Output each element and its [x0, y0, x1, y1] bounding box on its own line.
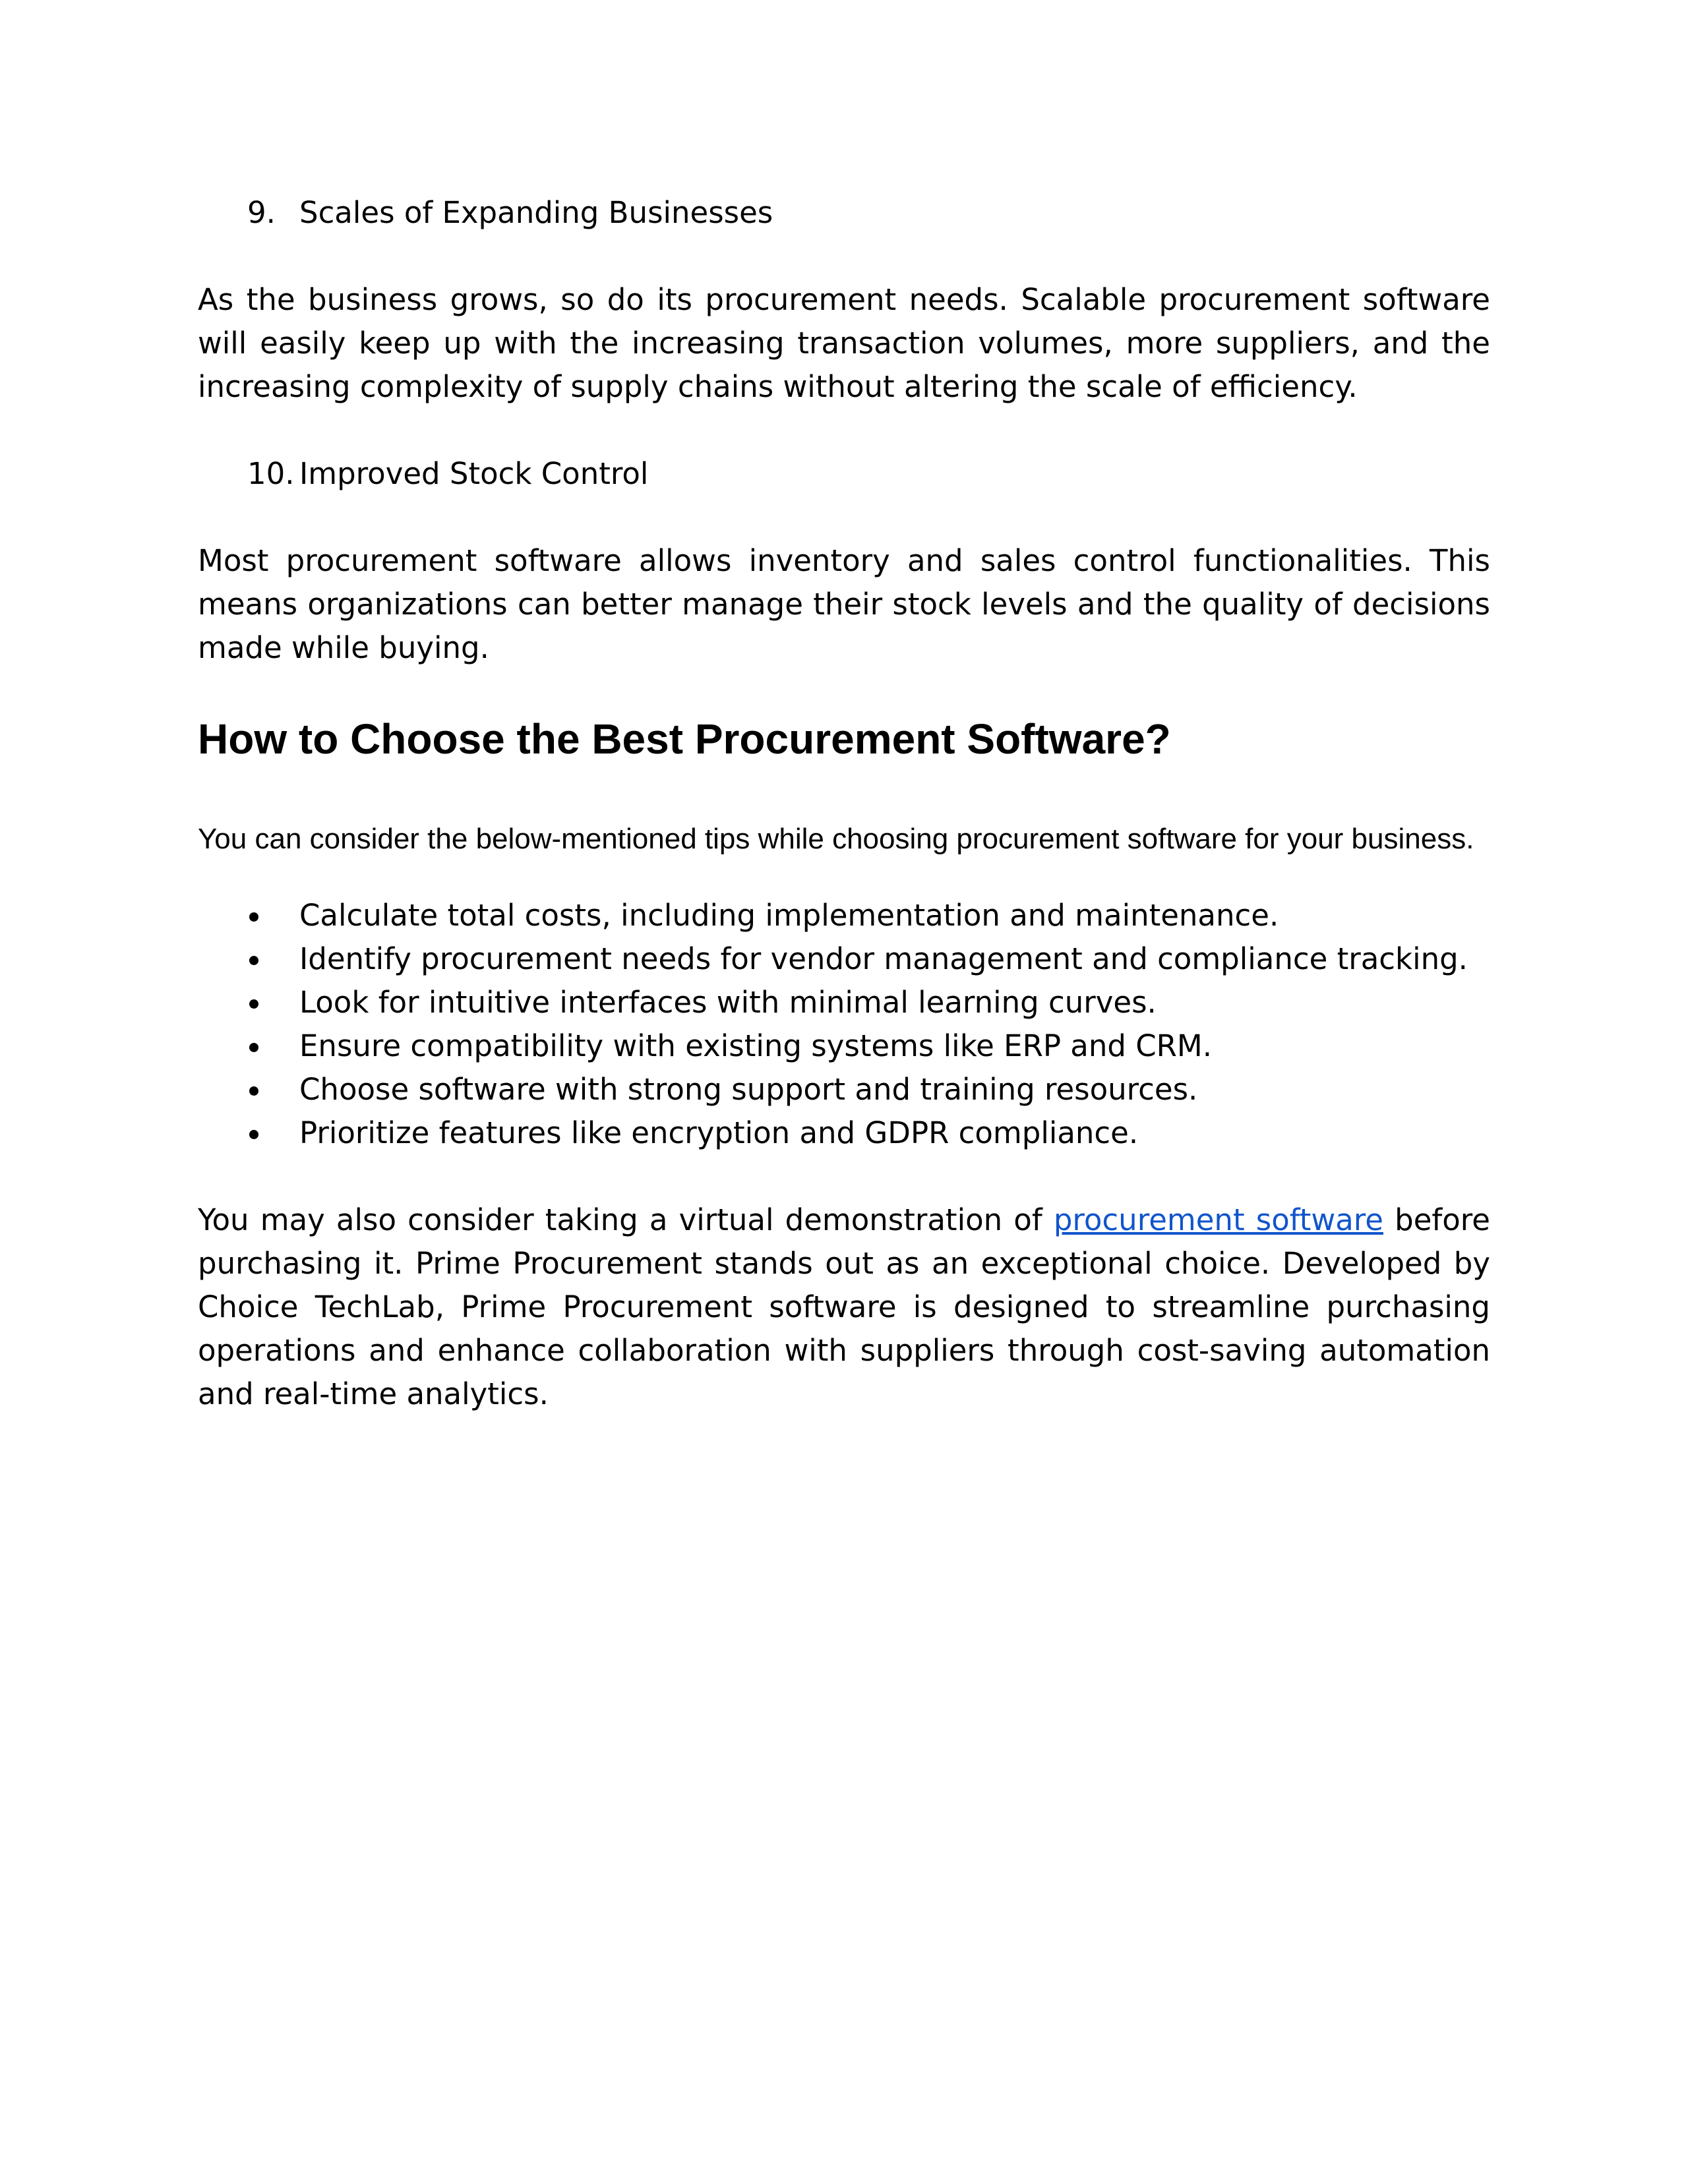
list-item-text: Prioritize features like encryption and GDPR compliance.	[299, 1115, 1139, 1150]
section-heading: How to Choose the Best Procurement Software?	[198, 715, 1171, 763]
list-item-text: Ensure compatibility with existing systems like ERP and CRM.	[299, 1028, 1213, 1063]
section-title: Improved Stock Control	[299, 456, 649, 491]
list-item-text: Calculate total costs, including implementation and maintenance.	[299, 898, 1279, 933]
list-item	[198, 981, 1490, 1024]
closing-text-before-link: You may also consider taking a virtual demonstration of	[198, 1202, 1054, 1237]
list-item-text: Identify procurement needs for vendor management and compliance tracking.	[299, 941, 1468, 976]
bullet-icon	[249, 1130, 258, 1139]
list-item	[198, 894, 1490, 937]
paragraph: Most procurement software allows inventory and sales control functionalities. This means organizations can better manage their stock levels and the quality of decisions made while buying.	[198, 543, 1490, 665]
list-item	[198, 1068, 1490, 1111]
bullet-icon	[249, 1086, 258, 1096]
list-item	[198, 937, 1490, 981]
paragraph: As the business grows, so do its procurement needs. Scalable procurement software will easily keep up with the increasing transaction volumes, more suppliers, and the increasing complexity of supply chains without altering the scale of efficiency.	[198, 282, 1490, 404]
closing-text-after-link: before purchasing it. Prime Procurement stands out as an exceptional choice. Developed by Choice TechLab, Prime Procurement software is designed to streamline purchasing operations and enhance collaboration with suppliers through cost-saving automation and real-time analytics.	[198, 1202, 1490, 1411]
page-content	[198, 191, 1490, 1416]
bullet-icon	[249, 999, 258, 1009]
procurement-software-link[interactable]: procurement software	[1053, 1202, 1383, 1237]
bullet-icon	[249, 956, 258, 965]
list-number: 9.	[247, 195, 276, 230]
closing-paragraph	[198, 1198, 1490, 1416]
list-item-text: Look for intuitive interfaces with minimal learning curves.	[299, 985, 1157, 1020]
list-item-text: Choose software with strong support and training resources.	[299, 1072, 1198, 1107]
list-number: 10.	[247, 456, 295, 491]
section-title: Scales of Expanding Businesses	[299, 195, 773, 230]
list-item	[198, 1024, 1490, 1068]
list-item-10	[198, 452, 1490, 496]
intro-paragraph: You can consider the below-mentioned tips while choosing procurement software for your business.	[198, 823, 1474, 855]
tips-list	[198, 894, 1490, 1155]
bullet-icon	[249, 912, 258, 922]
list-item	[198, 1111, 1490, 1155]
list-item-9	[198, 191, 1490, 235]
bullet-icon	[249, 1043, 258, 1052]
